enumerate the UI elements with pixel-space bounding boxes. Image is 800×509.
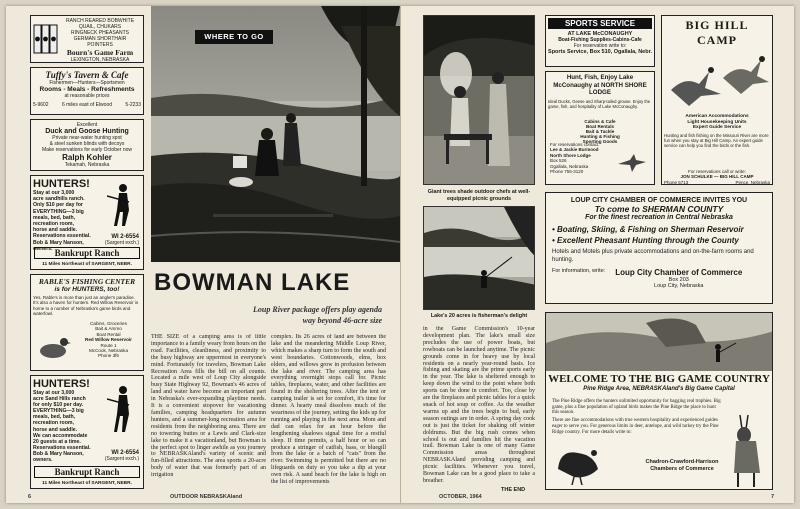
folio-page-number: 7 [771, 494, 775, 500]
ad-headline: Hunt, Fish, Enjoy Lake McConaughy at NORTH SHORE LODGE [553, 74, 647, 96]
ad-big-hill-camp [661, 15, 773, 185]
flying-bird-icon [616, 152, 648, 174]
antelope-illustration-icon [726, 413, 768, 487]
ad-line: Reservations essential. [33, 233, 91, 240]
ad-line: American Accommodations [685, 114, 749, 119]
ad-line: QUAIL, CHUKARS [78, 24, 122, 30]
ad-line: Phone 3f6 [98, 353, 119, 359]
hunter-illustration-icon [107, 182, 137, 228]
ad-line: AT LAKE McCONAUGHY [567, 31, 633, 37]
ad-line: Route 1 [100, 342, 117, 348]
ad-phone: 5-2233 [125, 102, 141, 108]
ad-location: 11 Miles Northeast of SARGENT, NEBR. [42, 262, 132, 267]
hunting-scene-illustration [546, 313, 773, 371]
ad-bullet-text: Boating, Skiing, & Fishing on Sherman Reservoir [557, 225, 744, 234]
ad-line: EVERYTHING—3 big [33, 408, 84, 415]
geese-illustration-icon [665, 50, 769, 112]
ad-name: RABLE'S FISHING CENTER [38, 277, 136, 286]
ad-contact-lodge: North Shore Lodge [550, 152, 591, 158]
ad-line: horse and saddle. [33, 227, 78, 234]
ad-line: Bob & Mary Nanson, owners. [33, 239, 84, 252]
ad-line: Duck and Goose Hunting [45, 128, 129, 135]
ad-line: meals, bed, bath, [33, 214, 76, 221]
ad-phone-note: (Sargent exch.) [104, 240, 139, 246]
ad-phone: WI 2-6554 [111, 450, 139, 456]
ad-location: 11 Miles Northeast of SARGENT, NEBR. [42, 481, 132, 486]
photo-caption-1: Giant trees shade outdoor chefs at well-equipped picnic grounds [427, 189, 531, 202]
ad-phone: WI 2-6554 [111, 234, 139, 240]
ad-brand: Bankrupt Ranch [34, 247, 140, 259]
fisherman-photo [423, 206, 535, 310]
ad-headline: HUNTERS! [33, 178, 90, 190]
ad-bankrupt-ranch-bottom [30, 375, 144, 489]
ad-line: Reservations essential. [33, 444, 91, 451]
ad-line: Sports Service, Box 510, Ogallala, Nebr. [548, 49, 652, 55]
picnic-photo [423, 15, 535, 185]
lake-photo [151, 6, 400, 262]
ad-north-shore-lodge [545, 71, 655, 185]
magazine-spread [6, 6, 794, 503]
ad-line: Bait & Tackle [585, 128, 615, 134]
bird-logo-icon [33, 22, 59, 58]
ad-body: There are fine accommodations with true western hospitality and experienced guides eager to serve you. For generous limits in deer, antelope, and wild turkey try the Pine Ridge country. For more details write to: [552, 418, 719, 435]
ad-line: Hotels and Motels plus private accommodations and on-the-farm rooms and hunting. [552, 249, 754, 263]
ad-line: For reservation write to: [573, 43, 627, 49]
ad-tagline: is for HUNTERS, too! [54, 286, 120, 293]
ad-body: Ideal Ducks, Geese and Sharp-tailed grouse. Enjoy the game, fish, and hospitality of Lake McConaughy. [548, 98, 651, 109]
ad-line: Light Housekeeping Units [687, 119, 747, 125]
ad-line: McCook, Nebraska [88, 348, 129, 354]
folio-date: OCTOBER, 1964 [439, 494, 482, 500]
ad-line: Excellent [76, 122, 98, 128]
ad-loup-city-chamber [545, 192, 773, 304]
folio-page-number: 6 [28, 494, 32, 500]
ad-line: horse and saddle. [33, 426, 78, 433]
photo-caption-2: Lake's 20 acres is fisherman's delight [430, 313, 528, 319]
fishing-scene-illustration [424, 207, 535, 310]
hunter-illustration-icon [107, 384, 137, 434]
ad-line: Private near-water hunting spot [52, 135, 122, 141]
the-end: THE END [501, 487, 526, 493]
right-page [400, 6, 794, 503]
ad-line: To come to SHERMAN COUNTY [594, 204, 724, 214]
ad-title: WELCOME TO THE BIG GAME COUNTRY [548, 373, 770, 385]
ad-org: Loup City Chamber of Commerce [615, 268, 743, 277]
ad-name: Bourn's Game Farm [66, 48, 134, 57]
ad-name: Tuffy's Tavern & Cafe [45, 70, 129, 80]
ad-line: Stay at our 3,000 [33, 190, 75, 196]
ad-line: Bob & Mary Nanson, [33, 450, 84, 457]
lake-scene-illustration [151, 6, 400, 262]
ad-contact-prefix: For reservations call or write: [688, 168, 746, 174]
ad-line: RANCH REARED BOBWHITE [65, 18, 135, 24]
article-title: BOWMAN LAKE [154, 269, 351, 296]
ad-line: acre sandhills ranch. [33, 196, 85, 203]
ad-line: owners. [33, 457, 53, 464]
ad-contact-name: JON SCHULKE — BIG HILL CAMP [680, 174, 754, 180]
ad-body: The Pine Ridge offers the hunters unlimited opportunity for bagging real trophies. Big game, plus a fine population of upland birds makes the Pine Ridge the place to hunt this season. [552, 399, 721, 416]
picnic-scene-illustration [424, 16, 535, 185]
ad-tuffys-tavern [30, 67, 144, 115]
ad-sports-service [545, 15, 655, 67]
ad-bullet: • Excellent Pheasant Hunting through the County [552, 236, 739, 245]
ad-contact-name: Lee & Jackie Burmood [550, 147, 599, 153]
ad-headline: HUNTERS! [33, 378, 90, 390]
ad-line: POINTERS [87, 42, 113, 48]
ad-line: Cabins, Groceries [90, 321, 127, 326]
ad-body: Hunting and fish fishing on the Missouri River are more fun when you stay at Big Hill Camp. An expert guide service can help you find the birds or the fish. [664, 132, 769, 148]
ad-phone-note: (Sargent exch.) [104, 456, 139, 462]
section-tag: WHERE TO GO [195, 30, 273, 44]
ad-line: Expert Guide Service [692, 125, 742, 131]
ad-box: Box 203 [668, 277, 689, 283]
ad-line: Boat Rental [96, 331, 121, 337]
ad-brand: Bankrupt Ranch [34, 466, 140, 478]
ad-contact-prefix: For reservations contact: [550, 142, 600, 147]
ad-contact-phone: Phone 5713 [664, 179, 689, 185]
ad-line: recreation room, [33, 221, 74, 228]
ad-body: Yes, Rable's is more than just an angler's paradise. It's also a haven for hunters. Red Willow Reservoir is home to a number of Nebraska's game birds and waterfowl. [33, 295, 139, 316]
ad-line: For the finest recreation in Central Nebraska [585, 214, 733, 221]
ad-contact-box: Box 526 [550, 158, 567, 164]
ad-town: LEXINGTON, NEBRASKA [70, 57, 130, 63]
ad-contact-town: Ogallala, Nebraska [550, 163, 589, 169]
ad-contact-town: Pence, Nebraska [735, 179, 770, 185]
ad-title: BIG HILL CAMP [685, 18, 749, 47]
ad-line: Rooms - Meals - Refreshments [39, 86, 135, 93]
ad-line: EVERYTHING—3 big [33, 208, 84, 215]
article-column-3: in the Game Commission's 10-year development plan. The lake's small size precludes the use of power boats, but rowboats can be launched anytime. The picnic grounds come in for heavy use by local residents on a nearly year-round basis. Ice fishing and skating are the prime sports early in the year. The lake is sheltered enough to keep down the wind to the point where both sports can be done in comfort. Too, close by are the fireplaces and picnic tables for a quick snack of hot soup or coffee. As the weather warms up and the trees begin to bud, early season outings are in order. A spring day cook out is just the ticket for shaking off winter doldrums. But the big rush comes when school is out and families hit the vacation trail. Bowman Lake is one of many Game Commission areas throughout NEBRASKAland providing camping and picnic facilities. Whenever you travel, Bowman Lake can be a good place to take a breather. [423, 326, 535, 484]
ad-header: SPORTS SERVICE [548, 18, 652, 29]
ad-contact-phone: Phone 755-3120 [550, 169, 584, 175]
ad-town: Tekamah, Nebraska [64, 162, 110, 168]
ad-big-game-country [545, 312, 773, 490]
ad-line: meals, bed, bath, [33, 414, 76, 421]
ad-line: acre Sand Hills ranch [33, 396, 86, 403]
ad-line: & steel sunken blinds with decoys [49, 141, 125, 147]
ad-line: recreation room, [33, 420, 74, 427]
ad-town: Loup City, Nebraska [654, 283, 704, 289]
ad-contact-name: Red Willow Reservoir [85, 337, 132, 343]
ad-line: LOUP CITY CHAMBER OF COMMERCE INVITES YOU [570, 197, 748, 204]
ad-phone: 5-9602 [33, 102, 49, 108]
ad-line: Boat Rentals [585, 123, 615, 129]
ad-line: Cabins & Cafe [584, 118, 616, 124]
ad-name: Ralph Kohler [62, 153, 112, 162]
ad-line: Make reservations for early October now [41, 147, 133, 153]
ad-ralph-kohler [30, 119, 144, 171]
ad-bankrupt-ranch-top [30, 175, 144, 270]
ad-line: Only $10 per day for [33, 202, 83, 209]
left-page [6, 6, 400, 503]
ad-line: for only $10 per day. [33, 402, 84, 409]
article-column-2: complex. Its 26 acres of land are between the lake and the meandering Middle Loup River, which makes a sharp turn to form the south and west boundaries. Cottonwoods, elms, box elders, and willows grow in profusion between the lake and river. The camping area has everything overnight stops call for. Picnic tables, fireplaces, water, and other facilities are found in the sheltering trees. After the tent or camping trailer is set for comfort, it's time for dinner. A hearty meal dissolves much of the weariness of the journey, setting the kids up for running and playing in the next area. Mom and dad can relax for an hour before the lengthening shadows signal time for a restful sleep. If time permits, a half hour or so can produce a stringer of catfish, bass, or bluegill from the lake or a batch of "cats" from the river. Swimming is permitted but there are no lifeguards on duty so you take a dip at your own risk. A sand beach for the lake is high on the list of improvements [271, 334, 386, 486]
turkey-illustration-icon [554, 443, 604, 485]
ad-line: Bait & Ammo [95, 326, 122, 332]
ad-distance: 6 miles east of Elwood [61, 102, 113, 108]
ad-bullet-text: Excellent Pheasant Hunting through the County [557, 236, 739, 245]
ad-line: Fishermen—Hunters—Sportsmen [49, 80, 125, 86]
ad-line: We can accommodate [33, 432, 88, 439]
ad-subtitle: Pine Ridge Area, NEBRASKAland's Big Game Capital [583, 386, 735, 392]
ad-bullet: • Boating, Skiing, & Fishing on Sherman Reservoir [552, 225, 744, 234]
ad-sponsor: Chambers of Commerce [650, 466, 714, 472]
ad-line: Stay at our 3,000 [33, 390, 75, 396]
folio-magazine: OUTDOOR NEBRASKAland [170, 494, 243, 500]
ad-line: GERMAN SHORTHAIR [73, 36, 127, 42]
ad-line: Boat-Fishing Supplies-Cabins-Cafe [558, 37, 642, 43]
duck-illustration-icon [37, 333, 71, 363]
ad-sponsor: Chadron-Crawford-Harrison [645, 459, 719, 465]
ad-line: Hunting & Fishing [580, 134, 620, 140]
ad-line: RINGNECK PHEASANTS [70, 30, 130, 36]
ad-line: Sporting Goods [582, 139, 618, 145]
article-subtitle: Loup River package offers play agenda way beyond 46-acre size [253, 305, 382, 325]
ad-info-prefix: For information, write: [552, 268, 606, 274]
ad-line: at reasonable prices [64, 93, 110, 99]
ad-rables-fishing-center [30, 274, 144, 371]
article-column-1: THE SIZE of a camping area is of little importance to a family weary from hours on the road. Facilities, cleanliness, and proximity to the busy highway are uppermost in everyone's mind. Fortunately for travelers, Bowman Lake Recreation Area fills the bill on all counts. Located a mile west of Loup City alongside busy State Highway 92, Bowman's 46 acres of land and water have become an important part in Nebraska's ever-expanding playtime needs. It is a convenient stopover for vacationing families, camping headquarters for autumn hunters, and a summer-long recreation area for residents from the neighboring area. There are no towering buttes or a Lewis and Clark-size lake to make it a vacationland, but Bowman is the perfect spot to linger awhile as you journey to NEBRASKAland's variety of scenic and fun-filled attractions. The area sports a 20-acre body of water that was formerly part of an irrigation [151, 334, 266, 479]
ad-line: 20 guests at a time. [33, 438, 81, 445]
ad-bourns-game-farm [30, 15, 144, 63]
